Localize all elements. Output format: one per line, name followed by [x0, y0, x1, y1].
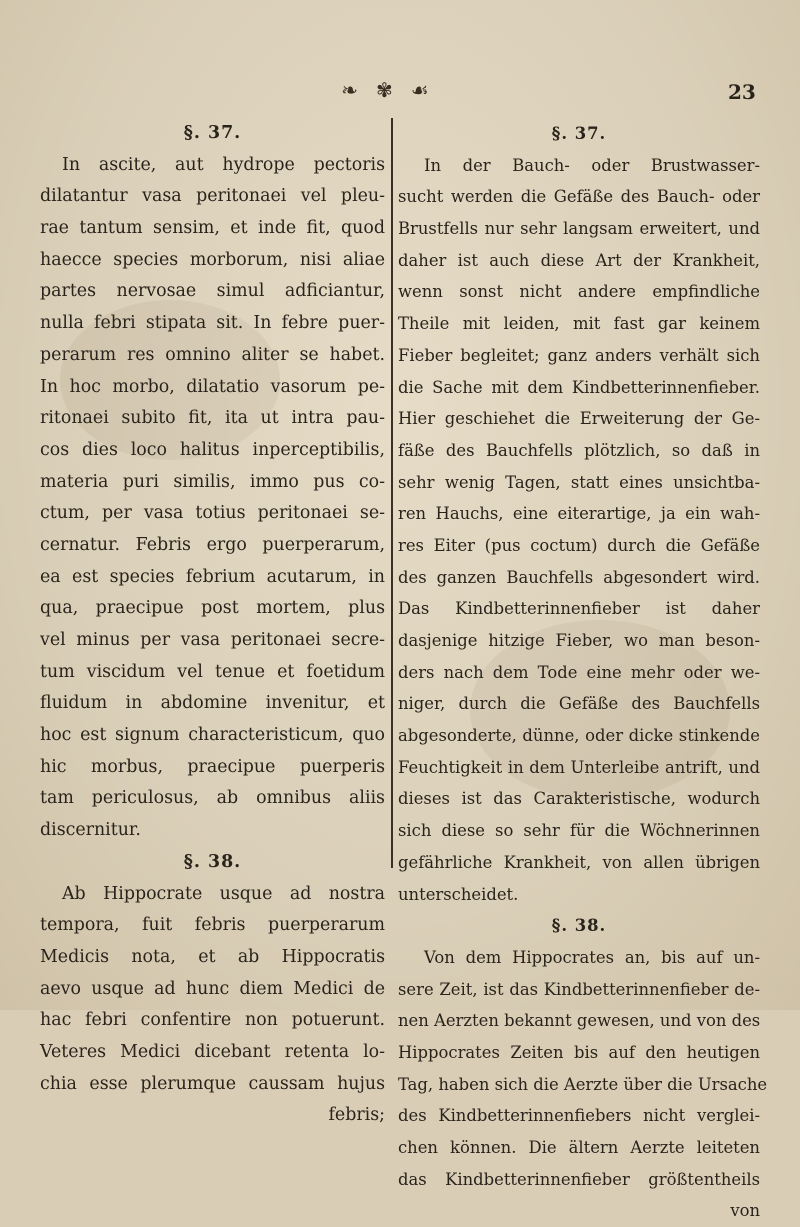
text-line: Medicis nota, et ab Hippocratis	[40, 946, 385, 967]
text-line: Veteres Medici dicebant retenta lo-	[40, 1041, 385, 1062]
section-heading-38-german: §. 38.	[551, 916, 607, 936]
ornament-leaf-icon: ☙	[410, 78, 429, 102]
text-line: ctum, per vasa totius peritonaei se-	[40, 503, 385, 524]
text-line: tam periculosus, ab omnibus aliis	[40, 788, 385, 809]
text-line: Theile mit leiden, mit fast gar keinem	[398, 314, 760, 334]
text-line: fluidum in abdomine invenitur, et	[40, 693, 385, 714]
ornament-leaf-icon: ❧	[341, 78, 359, 102]
section-heading-37-german: §. 37.	[551, 124, 607, 143]
text-line: chen können. Die ältern Aerzte leiteten	[398, 1138, 760, 1157]
text-line: dilatantur vasa peritonaei vel pleu-	[40, 186, 385, 207]
text-line: dasjenige hitzige Fieber, wo man beson-	[398, 631, 760, 650]
text-line: partes nervosae simul adficiantur,	[40, 281, 385, 302]
text-line: sehr wenig Tagen, statt eines unsichtba-	[398, 472, 760, 492]
text-line: daher ist auch diese Art der Krankheit,	[398, 250, 760, 270]
text-line: fäße des Bauchfells plötzlich, so daß in	[398, 440, 760, 460]
section-heading-37-latin: §. 37.	[183, 123, 242, 143]
text-line: cernatur. Febris ergo puerperarum,	[40, 534, 385, 555]
text-line: ders nach dem Tode eine mehr oder we-	[398, 662, 760, 682]
text-line: sucht werden die Gefäße des Bauch- oder	[398, 187, 760, 207]
german-column	[398, 118, 768, 1221]
text-line: das Kindbetterinnenfieber größtentheils	[398, 1169, 760, 1189]
text-line: discernitur.	[40, 820, 141, 841]
text-line: Feuchtigkeit in dem Unterleibe antrift, und	[398, 757, 760, 777]
text-line: haecce species morborum, nisi aliae	[40, 249, 385, 270]
text-line: tempora, fuit febris puerperarum	[40, 915, 385, 936]
text-line: Von dem Hippocrates an, bis auf un-	[424, 947, 760, 967]
text-line: chia esse plerumque caussam hujus	[40, 1073, 385, 1094]
text-line: hac febri confentire non potuerunt.	[40, 1010, 385, 1031]
text-line: Brustfells nur sehr langsam erweitert, und	[398, 219, 760, 239]
text-line: nen Aerzten bekannt gewesen, und von des	[398, 1011, 761, 1031]
text-line: In hoc morbo, dilatatio vasorum pe-	[40, 376, 385, 397]
page-number: 23	[728, 80, 756, 104]
column-divider	[391, 118, 393, 868]
text-line: Ab Hippocrate usque ad nostra	[62, 883, 385, 904]
ornament-flower-icon: ✾	[376, 78, 393, 102]
latin-column	[40, 118, 385, 1126]
text-line: hic morbus, praecipue puerperis	[40, 756, 385, 777]
text-line: ren Hauchs, eine eiterartige, ja ein wah-	[398, 504, 760, 524]
text-line: Hippocrates Zeiten bis auf den heutigen	[398, 1042, 760, 1062]
text-line: nulla febri stipata sit. In febre puer-	[40, 313, 385, 334]
text-line: res Eiter (pus coctum) durch die Gefäße	[398, 535, 760, 555]
text-line: Tag, haben sich die Aerzte über die Ursache	[398, 1074, 768, 1094]
header-ornament	[310, 78, 460, 102]
text-line: Fieber begleitet; ganz anders verhält sich	[398, 345, 760, 365]
text-line: unterscheidet.	[398, 884, 519, 904]
text-line: sere Zeit, ist das Kindbetterinnenfieber de-	[398, 979, 760, 999]
text-line: Das Kindbetterinnenfieber ist daher	[398, 599, 760, 619]
text-line: ea est species febrium acutarum, in	[40, 566, 385, 587]
text-line: perarum res omnino aliter se habet.	[40, 344, 385, 365]
text-line: abgesonderte, dünne, oder dicke stinkende	[398, 726, 760, 746]
text-line: niger, durch die Gefäße des Bauchfells	[398, 694, 760, 714]
text-line: rae tantum sensim, et inde fit, quod	[40, 218, 385, 239]
text-line: vel minus per vasa peritonaei secre-	[40, 630, 385, 650]
text-line: In ascite, aut hydrope pectoris	[62, 154, 385, 175]
text-line: cos dies loco halitus inperceptibilis,	[40, 439, 385, 460]
text-line: sich diese so sehr für die Wöchnerinnen	[398, 821, 760, 841]
section-heading-38-latin: §. 38.	[183, 851, 242, 872]
text-line: aevo usque ad hunc diem Medici de	[40, 978, 385, 999]
text-line: hoc est signum characteristicum, quo	[40, 725, 385, 746]
text-line: tum viscidum vel tenue et foetidum	[40, 661, 385, 682]
catchword: von	[730, 1201, 760, 1221]
text-line: qua, praecipue post mortem, plus	[40, 598, 385, 619]
text-line: gefährliche Krankheit, von allen übrigen	[398, 852, 760, 872]
text-line: Hier geschiehet die Erweiterung der Ge-	[398, 409, 760, 429]
text-line: des ganzen Bauchfells abgesondert wird.	[398, 567, 760, 587]
text-line: materia puri similis, immo pus co-	[40, 471, 385, 492]
text-line: wenn sonst nicht andere empfindliche	[398, 282, 760, 302]
text-line: ritonaei subito fit, ita ut intra pau-	[40, 408, 385, 429]
text-line: dieses ist das Carakteristische, wodurch	[398, 789, 760, 809]
text-line: In der Bauch- oder Brustwasser-	[424, 155, 760, 175]
catchword: febris;	[328, 1105, 385, 1126]
text-line: die Sache mit dem Kindbetterinnenfieber.	[398, 377, 760, 397]
text-line: des Kindbetterinnenfiebers nicht verglei-	[398, 1106, 760, 1126]
